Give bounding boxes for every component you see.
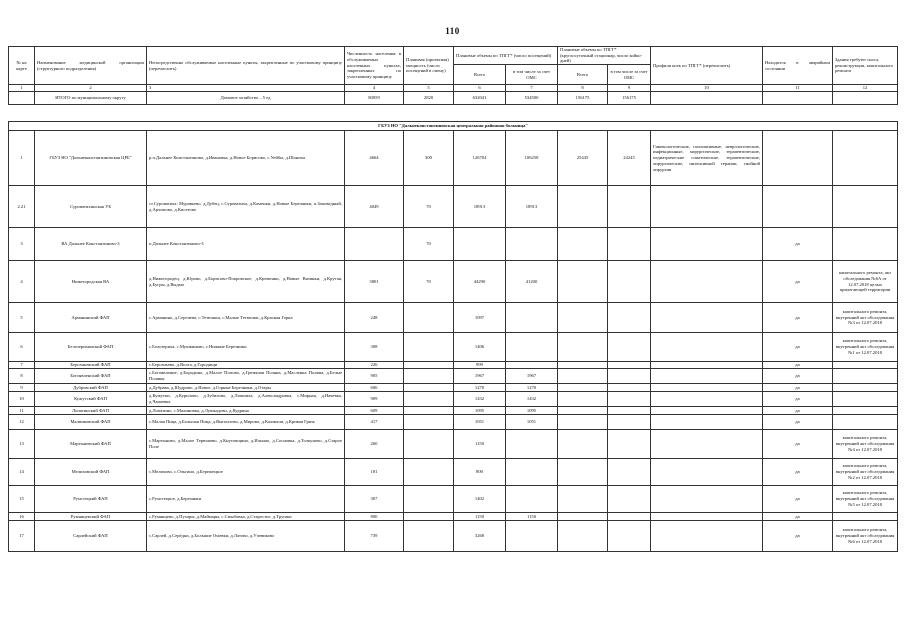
row-bed-days-total [558, 333, 608, 362]
row-population: 226 [345, 362, 404, 369]
row-visits-total: 1432 [454, 392, 506, 407]
row-population: 909 [345, 392, 404, 407]
header-number: 7 [506, 85, 558, 92]
row-emergency-status: да [763, 430, 833, 459]
row-visits-oms: 18913 [506, 186, 558, 228]
section-title: ГБУЗ НО "Дальнеконстантиновская центральная районная больница" [9, 122, 898, 131]
row-bed-days-oms [608, 407, 651, 415]
row-bed-days-oms [608, 186, 651, 228]
row-population: 417 [345, 415, 404, 430]
header-number: 5 [404, 85, 454, 92]
row-planned-capacity [404, 384, 454, 392]
total-planned: 2820 [404, 92, 454, 105]
row-visits-oms: 41200 [506, 261, 558, 303]
row-bed-days-total [558, 228, 608, 261]
row-organization: Румстецкий ФАП [35, 486, 147, 513]
row-visits-total [454, 228, 506, 261]
header-number: 9 [608, 85, 651, 92]
header-number: 8 [558, 85, 608, 92]
row-organization: ГБУЗ НО "Дальнеконстантиновская ЦРБ" [35, 131, 147, 186]
row-visits-total: 1095 [454, 407, 506, 415]
row-organization: Белозерихинский ФАП [35, 333, 147, 362]
header-col-repair: Здания требуют сноса, реконструкции, капитального ремонта [833, 47, 898, 85]
row-number: 4 [9, 261, 35, 303]
row-repair-status [833, 186, 898, 228]
row-visits-oms: 1150 [506, 513, 558, 521]
row-bed-days-oms [608, 333, 651, 362]
row-organization: Арманинский ФАП [35, 303, 147, 333]
row-organization: Кужутский ФАП [35, 392, 147, 407]
row-settlements: д.Нижегородец, д.Юрово, д.Борисово-Покровское, д.Кременки, д.Новые Вязинки, д.Крутая, д.Бугры, д.Выдмо [147, 261, 345, 303]
row-organization: Румянцевский ФАП [35, 513, 147, 521]
row-bed-days-total [558, 430, 608, 459]
row-emergency-status: да [763, 228, 833, 261]
row-settlements: с.Белозериха, с.Мушкиново, с.Нижние Березники [147, 333, 345, 362]
row-visits-oms: 1095 [506, 407, 558, 415]
row-emergency-status: да [763, 392, 833, 407]
row-planned-capacity [404, 459, 454, 486]
table-row [9, 430, 898, 459]
row-bed-profiles [651, 392, 763, 407]
row-visits-total: 1402 [454, 486, 506, 513]
table-row [9, 186, 898, 228]
row-emergency-status: да [763, 303, 833, 333]
row-bed-days-total [558, 186, 608, 228]
row-population: 260 [345, 430, 404, 459]
row-bed-profiles [651, 521, 763, 552]
row-bed-days-oms [608, 362, 651, 369]
row-bed-profiles: Гинекологические, паллиативные, неврологические, инфекционные, хирургические, терапевтические, педиатрические соматические, терапевтические, хирургические, интенсивной терапии, гнойной хирургии [651, 131, 763, 186]
table-row [9, 333, 898, 362]
row-visits-total: 18913 [454, 186, 506, 228]
row-visits-oms [506, 333, 558, 362]
row-organization: Мартыновский ФАП [35, 430, 147, 459]
row-bed-days-total [558, 486, 608, 513]
row-planned-capacity [404, 362, 454, 369]
row-settlements: с.Сарлей, д.Серёдки, д.Большие Ostевки, д.Латово, д.Учевиково [147, 521, 345, 552]
row-bed-profiles [651, 261, 763, 303]
header-col-volumes: Плановые объемы по ТПГГ* (число посещений) [454, 47, 558, 65]
table-row [9, 415, 898, 430]
row-repair-status: капитального ремонта, внутренний акт обследования №6 от 12.07.2018 [833, 521, 898, 552]
row-settlements: с.Мартыново, д.Малое Терюшево, д.Кнутовщина, д.Ильино, д.Сосновка, д.Толкуново, д.Старое Поле [147, 430, 345, 459]
total-row [9, 92, 898, 105]
header-round-total: Всего [558, 65, 608, 85]
row-population: 609 [345, 407, 404, 415]
row-number: 16 [9, 513, 35, 521]
header-col-number: № на карте [9, 47, 35, 85]
row-planned-capacity [404, 303, 454, 333]
row-bed-days-oms [608, 513, 651, 521]
row-planned-capacity [404, 392, 454, 407]
row-repair-status [833, 362, 898, 369]
row-bed-days-total: 25445 [558, 131, 608, 186]
row-bed-days-oms [608, 384, 651, 392]
row-bed-days-total [558, 261, 608, 303]
row-settlements: д.Дубрава, д.Шудрово, д.Новое, д.Горные Березники, д.Отары [147, 384, 345, 392]
row-number: 12 [9, 415, 35, 430]
row-repair-status: капитального ремонта, внутренний акт обследования №4 от 12.07.2018 [833, 430, 898, 459]
table-row [9, 407, 898, 415]
row-population: 307 [345, 486, 404, 513]
row-organization: Малинковский ФАП [35, 415, 147, 430]
table-row [9, 303, 898, 333]
row-bed-profiles [651, 228, 763, 261]
row-repair-status: капитального ремонта, внутренний акт обследования №3 от 12.07.2018 [833, 303, 898, 333]
table-row [9, 362, 898, 369]
row-visits-oms [506, 430, 558, 459]
row-number: 14 [9, 459, 35, 486]
header-col-org: Наименование медицинской организации (структурного подразделения) [35, 47, 147, 85]
header-vol-oms: в том числе за счет ОМС [506, 65, 558, 85]
row-emergency-status [763, 131, 833, 186]
row-planned-capacity [404, 513, 454, 521]
row-visits-total: 1967 [454, 369, 506, 384]
row-emergency-status: да [763, 362, 833, 369]
header-numbers-row [9, 85, 898, 92]
row-number: 10 [9, 392, 35, 407]
row-organization: Дубровский ФАП [35, 384, 147, 392]
row-bed-profiles [651, 407, 763, 415]
header-number: 4 [345, 85, 404, 92]
row-visits-oms: 106258 [506, 131, 558, 186]
header-col-points: Непосредственно обслуживаемые населенные пункты, закрепленные по участковому принципу (перечислить) [147, 47, 345, 85]
row-emergency-status: да [763, 521, 833, 552]
row-bed-days-total [558, 513, 608, 521]
row-bed-days-total [558, 384, 608, 392]
row-settlements: с.Мелихово, с.Ольгино, д.Бережецкое [147, 459, 345, 486]
row-repair-status [833, 384, 898, 392]
row-repair-status [833, 369, 898, 384]
row-bed-days-total [558, 459, 608, 486]
table-row [9, 513, 898, 521]
row-bed-profiles [651, 459, 763, 486]
row-visits-total: 1051 [454, 415, 506, 430]
row-planned-capacity: 300 [404, 131, 454, 186]
row-population: 800 [345, 513, 404, 521]
row-planned-capacity: 70 [404, 186, 454, 228]
table-row [9, 131, 898, 186]
row-visits-oms [506, 228, 558, 261]
header-number: 2 [35, 85, 147, 92]
row-planned-capacity [404, 486, 454, 513]
row-bed-profiles [651, 369, 763, 384]
row-population: 739 [345, 521, 404, 552]
row-population [345, 228, 404, 261]
table-row [9, 384, 898, 392]
row-emergency-status [763, 186, 833, 228]
table-row [9, 459, 898, 486]
row-bed-profiles [651, 333, 763, 362]
row-visits-total: 1150 [454, 430, 506, 459]
row-number: 6 [9, 333, 35, 362]
total-label: ИТОГО по муниципальному округу [35, 92, 147, 105]
row-organization: ВА Дальнее Константиново-3 [35, 228, 147, 261]
row-organization: Мелиховский ФАП [35, 459, 147, 486]
row-number: 11 [9, 407, 35, 415]
row-visits-total: 800 [454, 459, 506, 486]
row-population: 4049 [345, 186, 404, 228]
row-repair-status: капитального ремонта, акт обследования №6А от 12.07.2018 целых прилегающей территории [833, 261, 898, 303]
row-settlements: с.Румстецкое, д.Березники [147, 486, 345, 513]
row-bed-days-oms [608, 459, 651, 486]
row-number: 15 [9, 486, 35, 513]
row-bed-days-total [558, 415, 608, 430]
header-col-population: Численность населения в обслуживаемых населенных пунктах, закрепленных по участковому принципу [345, 47, 404, 85]
row-planned-capacity: 70 [404, 228, 454, 261]
row-bed-days-oms [608, 486, 651, 513]
row-number: 2.21 [9, 186, 35, 228]
header-round-oms: в том числе за счет ОМС [608, 65, 651, 85]
row-repair-status [833, 131, 898, 186]
table-row [9, 261, 898, 303]
table-row [9, 486, 898, 513]
row-bed-days-oms [608, 415, 651, 430]
row-bed-days-oms [608, 430, 651, 459]
row-repair-status [833, 392, 898, 407]
row-bed-profiles [651, 430, 763, 459]
row-bed-days-oms [608, 261, 651, 303]
table-row [9, 228, 898, 261]
row-number: 17 [9, 521, 35, 552]
row-visits-total: 1097 [454, 303, 506, 333]
row-bed-days-oms [608, 392, 651, 407]
row-bed-profiles [651, 362, 763, 369]
row-organization: Нижегородская ВА [35, 261, 147, 303]
row-repair-status [833, 407, 898, 415]
row-emergency-status: да [763, 459, 833, 486]
row-visits-total: 1406 [454, 333, 506, 362]
row-visits-oms: 1051 [506, 415, 558, 430]
row-settlements: д.Лопатино, с.Малиновка, д.Лушкадово, д.Кудрино [147, 407, 345, 415]
row-bed-days-total [558, 362, 608, 369]
row-bed-days-total [558, 392, 608, 407]
row-bed-days-oms [608, 303, 651, 333]
header-col-profile: Профили коек по ТПГГ* (перечислить) [651, 47, 763, 85]
row-bed-profiles [651, 384, 763, 392]
row-bed-profiles [651, 415, 763, 430]
row-population: 3801 [345, 261, 404, 303]
row-settlements: с.Арманино, д.Сергиева, с.Тетюшки, с.Малые Тетюшки, д.Красная Горка [147, 303, 345, 333]
row-emergency-status: да [763, 486, 833, 513]
row-bed-days-oms [608, 228, 651, 261]
row-bed-days-oms: 24245 [608, 131, 651, 186]
header-table [8, 46, 898, 105]
row-population: 181 [345, 459, 404, 486]
row-planned-capacity [404, 369, 454, 384]
header-col-round: Плановые объемы по ТПГГ* (круглосуточный стационар, число койко-дней) [558, 47, 651, 65]
row-planned-capacity [404, 430, 454, 459]
row-number: 13 [9, 430, 35, 459]
row-population: 606 [345, 384, 404, 392]
row-emergency-status: да [763, 513, 833, 521]
row-emergency-status: да [763, 369, 833, 384]
header-number: 6 [454, 85, 506, 92]
row-number: 7 [9, 362, 35, 369]
row-visits-total: 3268 [454, 521, 506, 552]
row-repair-status [833, 513, 898, 521]
row-repair-status [833, 228, 898, 261]
row-planned-capacity: 70 [404, 261, 454, 303]
row-visits-total: 126704 [454, 131, 506, 186]
row-visits-oms [506, 362, 558, 369]
row-bed-profiles [651, 486, 763, 513]
row-visits-total: 1150 [454, 513, 506, 521]
table-row [9, 369, 898, 384]
header-col-emergency: Находится в аварийном состоянии [763, 47, 833, 85]
row-settlements: р.п.Дальнее Константиново, д.Ивановка, д.Новое Борисово, с.Уейбы, д.Шониха [147, 131, 345, 186]
total-vol-oms: 534500 [506, 92, 558, 105]
row-emergency-status: да [763, 415, 833, 430]
row-visits-total: 1270 [454, 384, 506, 392]
row-repair-status: капитального ремонта, внутренний акт обследования №1 от 12.07.2018 [833, 333, 898, 362]
row-settlements: ст.Суроватиха: Муравьево, д.Дубец, с.Суроватиха, д.Каменки, д.Новые Березники, п.Заповедный, д.Архипово, д.Кисетово [147, 186, 345, 228]
header-number: 12 [833, 85, 898, 92]
row-repair-status: капитального ремонта, внутренний акт обследования №5 от 12.07.2018 [833, 486, 898, 513]
row-settlements: с.Румянцево, д.Пухары, д.Маймары, с.Смыбовка, д.Старостье, д.Трушки [147, 513, 345, 521]
row-bed-days-oms [608, 369, 651, 384]
row-bed-profiles [651, 186, 763, 228]
row-visits-oms: 1270 [506, 384, 558, 392]
row-visits-oms: 1432 [506, 392, 558, 407]
row-bed-days-total [558, 303, 608, 333]
row-settlements: п.Дальнее Константиново-3 [147, 228, 345, 261]
total-round-total: 156175 [558, 92, 608, 105]
row-visits-oms [506, 521, 558, 552]
row-settlements: с.Богоявление, д.Бородино, д.Малое Попово, д.Гремячая Поляна, д.Масленка Поляна, д.Белые Поляны [147, 369, 345, 384]
total-population: 80059 [345, 92, 404, 105]
row-repair-status: капитального ремонта, внутренний акт обследования №2 от 12.07.2018 [833, 459, 898, 486]
row-bed-days-oms [608, 521, 651, 552]
header-number: 11 [763, 85, 833, 92]
row-number: 9 [9, 384, 35, 392]
row-visits-oms [506, 486, 558, 513]
row-settlements: с.Берсеньево, д.Волга, д.Городищи [147, 362, 345, 369]
row-number: 8 [9, 369, 35, 384]
row-population: 905 [345, 369, 404, 384]
header-number: 1 [9, 85, 35, 92]
row-emergency-status: да [763, 333, 833, 362]
row-organization: Сарлейский ФАП [35, 521, 147, 552]
row-population: 308 [345, 333, 404, 362]
page-number: 110 [445, 26, 460, 36]
header-vol-total: Всего [454, 65, 506, 85]
row-bed-profiles [651, 513, 763, 521]
table-row [9, 521, 898, 552]
row-number: 3 [9, 228, 35, 261]
header-number: 3 [147, 85, 345, 92]
row-visits-total: 44290 [454, 261, 506, 303]
row-organization: Лопатинский ФАП [35, 407, 147, 415]
total-round-oms: 156175 [608, 92, 651, 105]
facilities-table [8, 121, 898, 552]
row-bed-profiles [651, 303, 763, 333]
row-emergency-status: да [763, 384, 833, 392]
row-planned-capacity [404, 415, 454, 430]
row-bed-days-total [558, 407, 608, 415]
row-population: 248 [345, 303, 404, 333]
row-bed-days-total [558, 521, 608, 552]
row-emergency-status: да [763, 407, 833, 415]
total-vol-total: 632041 [454, 92, 506, 105]
header-col-planned: Плановая (проектная) мощность (число посещений в смену) [404, 47, 454, 85]
row-planned-capacity [404, 333, 454, 362]
row-visits-oms: 1967 [506, 369, 558, 384]
table-row [9, 392, 898, 407]
row-organization: Берсеньевский ФАП [35, 362, 147, 369]
row-visits-oms [506, 303, 558, 333]
row-visits-oms [506, 459, 558, 486]
row-planned-capacity [404, 521, 454, 552]
row-planned-capacity [404, 407, 454, 415]
row-settlements: д.Кужутки, д.Курилово, д.Зубилово, д.Лапшиха, д.Александровка, с.Мирная, д.Начевка, д.Чапаевка [147, 392, 345, 407]
row-settlements: с.Малая Пица, д.Большая Пица, д.Выползово, д.Мирово, д.Калмычи, д.Кривая Грязь [147, 415, 345, 430]
row-visits-total: 999 [454, 362, 506, 369]
row-emergency-status: да [763, 261, 833, 303]
row-organization: Богоявленский ФАП [35, 369, 147, 384]
header-number: 10 [651, 85, 763, 92]
total-points: Домовое хозяйство – 5 ед [147, 92, 345, 105]
row-bed-days-total [558, 369, 608, 384]
row-repair-status [833, 415, 898, 430]
row-number: 1 [9, 131, 35, 186]
row-number: 5 [9, 303, 35, 333]
row-population: 4664 [345, 131, 404, 186]
row-organization: Суроватихинская УБ [35, 186, 147, 228]
